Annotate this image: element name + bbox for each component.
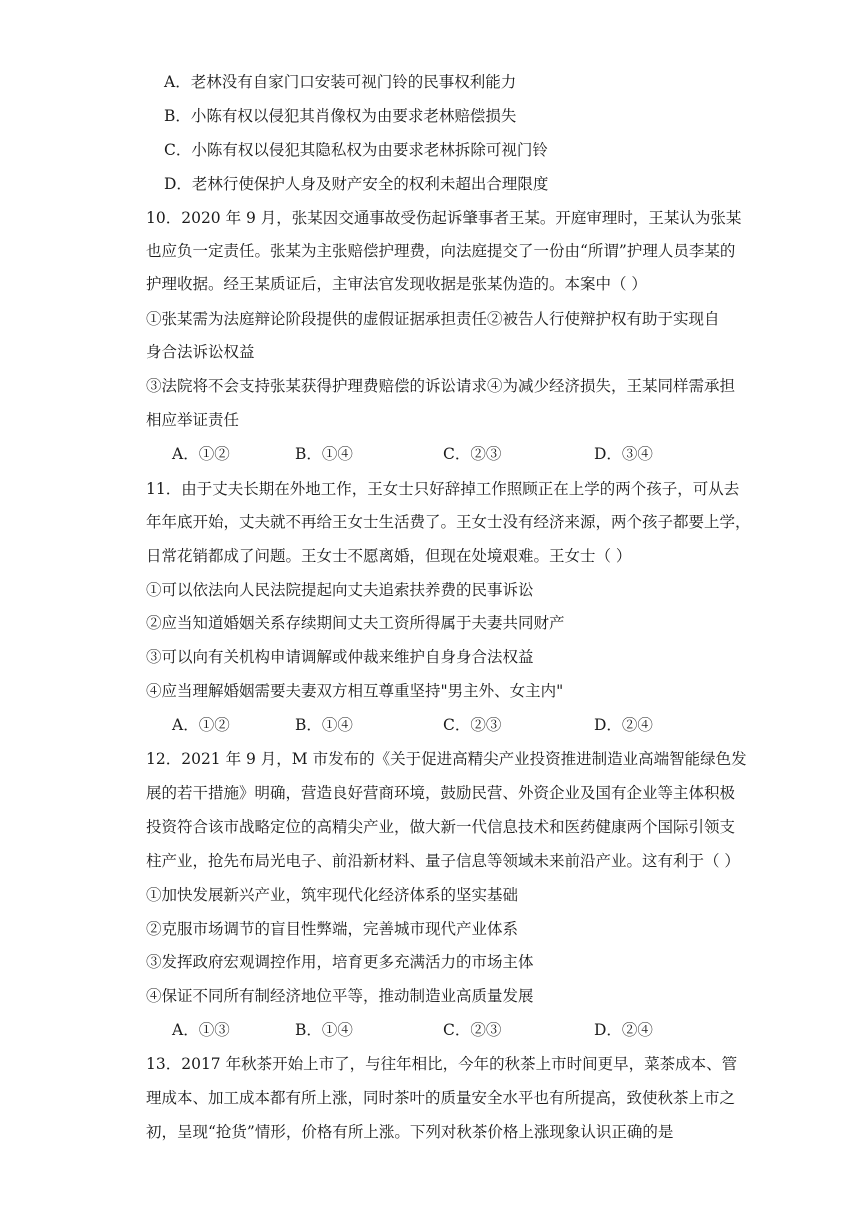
q9-option-c: C．小陈有权以侵犯其隐私权为由要求老林拆除可视门铃	[164, 141, 548, 159]
q12-stem-line-2: 展的若干措施》明确，营造良好营商环境，鼓励民营、外资企业及国有企业等主体积极	[146, 784, 736, 802]
q11-item-3: ③可以向有关机构申请调解或仲裁来维护自身身合法权益	[146, 648, 534, 666]
q11-item-1: ①可以依法向人民法院提起向丈夫追索扶养费的民事诉讼	[146, 581, 534, 599]
q11-choice-b: B．①④	[295, 716, 353, 734]
q12-stem-line-3: 投资符合该市战略定位的高精尖产业，做大新一代信息技术和医药健康两个国际引领支	[146, 818, 736, 836]
q10-item-1: ①张某需为法庭辩论阶段提供的虚假证据承担责任②被告人行使辩护权有助于实现自	[146, 310, 720, 328]
q10-item-2-cont: 相应举证责任	[146, 411, 240, 429]
q10-stem-line-2: 也应负一定责任。张某为主张赔偿护理费，向法庭提交了一份由“所谓”护理人员李某的	[146, 242, 736, 260]
q10-item-2: ③法院将不会支持张某获得护理费赔偿的诉讼请求④为减少经济损失，王某同样需承担	[146, 377, 736, 395]
q10-choice-b: B．①④	[295, 445, 353, 463]
q11-item-2: ②应当知道婚姻关系存续期间丈夫工资所得属于夫妻共同财产	[146, 614, 565, 632]
q13-stem-line-3: 初，呈现“抢货”情形，价格有所上涨。下列对秋茶价格上涨现象认识正确的是	[146, 1123, 674, 1141]
q10-choice-d: D．③④	[594, 445, 653, 463]
q9-option-b: B．小陈有权以侵犯其肖像权为由要求老林赔偿损失	[164, 107, 517, 125]
q10-choice-c: C．②③	[443, 445, 502, 463]
q12-item-2: ②克服市场调节的盲目性弊端，完善城市现代产业体系	[146, 920, 519, 938]
q12-choice-b: B．①④	[295, 1021, 353, 1039]
q10-item-1-cont: 身合法诉讼权益	[146, 343, 255, 361]
q12-item-1: ①加快发展新兴产业，筑牢现代化经济体系的坚实基础	[146, 886, 519, 904]
q11-choice-d: D．②④	[594, 716, 653, 734]
q9-option-d: D．老林行使保护人身及财产安全的权利未超出合理限度	[164, 175, 549, 193]
q12-choice-c: C．②③	[443, 1021, 502, 1039]
q12-item-4: ④保证不同所有制经济地位平等，推动制造业高质量发展	[146, 987, 534, 1005]
q12-choice-d: D．②④	[594, 1021, 653, 1039]
q12-stem-line-1: 12．2021 年 9 月，M 市发布的《关于促进高精尖产业投资推进制造业高端智能绿色发	[146, 750, 747, 768]
q12-item-3: ③发挥政府宏观调控作用，培育更多充满活力的市场主体	[146, 953, 534, 971]
q11-choice-c: C．②③	[443, 716, 502, 734]
q11-choice-a: A．①②	[172, 716, 230, 734]
q12-choice-a: A．①③	[172, 1021, 230, 1039]
q11-item-4: ④应当理解婚姻需要夫妻双方相互尊重坚持"男主外、女主内"	[146, 682, 564, 700]
q11-stem-line-1: 11．由于丈夫长期在外地工作，王女士只好辞掉工作照顾正在上学的两个孩子，可从去	[146, 480, 740, 498]
q9-option-a: A．老林没有自家门口安装可视门铃的民事权利能力	[164, 73, 517, 91]
q10-choice-a: A．①②	[172, 445, 230, 463]
q10-stem-line-3: 护理收据。经王某质证后，主审法官发现收据是张某伪造的。本案中（ ）	[146, 275, 647, 293]
q13-stem-line-1: 13．2017 年秋茶开始上市了，与往年相比，今年的秋茶上市时间更早，菜茶成本、管	[146, 1055, 738, 1073]
q11-stem-line-3: 日常花销都成了问题。王女士不愿离婚，但现在处境艰难。王女士（ ）	[146, 547, 632, 565]
q10-stem-line-1: 10．2020 年 9 月，张某因交通事故受伤起诉肇事者王某。开庭审理时，王某认为张某	[146, 209, 742, 227]
q12-stem-line-4: 柱产业，抢先布局光电子、前沿新材料、量子信息等领域未来前沿产业。这有利于（ ）	[146, 852, 740, 870]
q13-stem-line-2: 理成本、加工成本都有所上涨，同时茶叶的质量安全水平也有所提高，致使秋茶上市之	[146, 1089, 736, 1107]
q11-stem-line-2: 年年底开始，丈夫就不再给王女士生活费了。王女士没有经济来源，两个孩子都要上学，	[146, 513, 751, 531]
